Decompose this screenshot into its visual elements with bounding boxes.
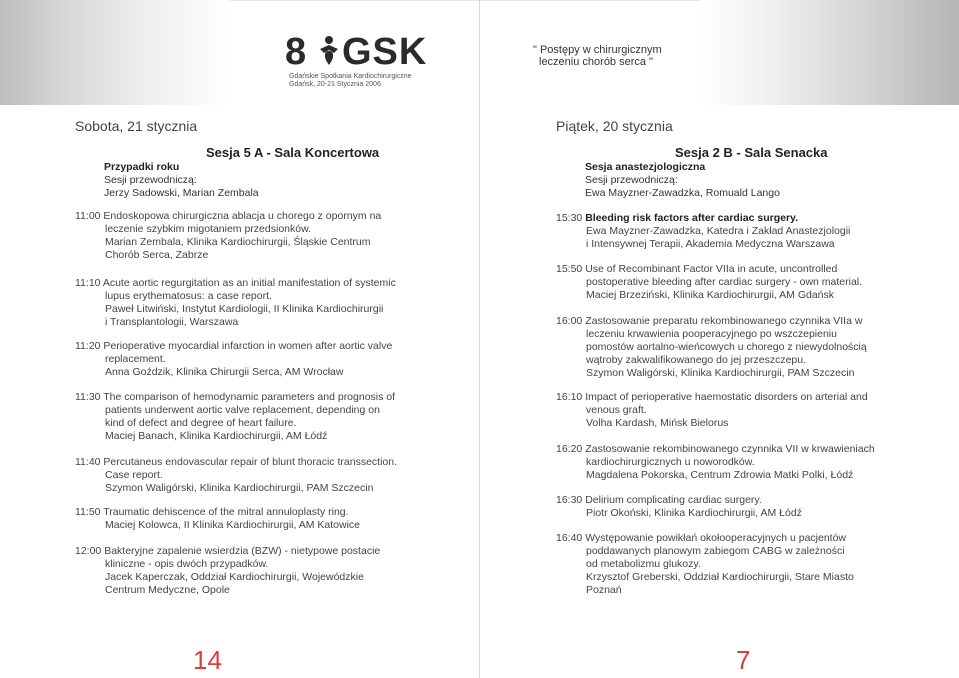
talk-title: Perioperative myocardial infarction in women after aortic valve xyxy=(103,340,393,352)
talk-line: patients underwent aortic valve replacement, depending on xyxy=(105,404,380,416)
talk-line: Anna Goździk, Klinika Chirurgii Serca, AM Wrocław xyxy=(105,366,344,378)
talk-title-line xyxy=(75,506,360,519)
header-photo-left xyxy=(0,0,230,105)
right-session-title: Sesja 2 B - Sala Senacka xyxy=(675,145,828,160)
talk-line: i Transplantologii, Warszawa xyxy=(105,316,239,328)
talk-title: Percutaneus endovascular repair of blunt thoracic transsection. xyxy=(103,456,398,468)
talk-title: Acute aortic regurgitation as an initial manifestation of systemic xyxy=(102,277,396,289)
talk-time: 11:40 xyxy=(75,456,104,468)
talk-title: Bakteryjne zapalenie wsierdzia (BZW) - nietypowe postacie xyxy=(104,545,381,557)
talk-title-line xyxy=(75,391,395,404)
talk-line: wątroby zakwalifikowanego do jej przeszczepu. xyxy=(586,354,807,366)
page-gutter xyxy=(479,0,480,678)
talk-title-line xyxy=(75,456,397,469)
talk-title-line xyxy=(75,340,392,353)
talk-line: Case report. xyxy=(105,469,163,481)
talk-line: Szymon Waligórski, Klinika Kardiochirurgii, PAM Szczecin xyxy=(586,367,855,379)
talk-line: Chorób Serca, Zabrze xyxy=(105,249,209,261)
talk-line: i Intensywnej Terapii, Akademia Medyczna Warszawa xyxy=(586,238,835,250)
talk-time: 11:00 xyxy=(75,210,104,222)
right-chairs-label: Sesji przewodniczą: xyxy=(585,174,678,186)
talk-title: The comparison of hemodynamic parameters and prognosis of xyxy=(103,391,396,403)
left-session-info xyxy=(104,161,259,200)
logo-letters: GSK xyxy=(342,31,428,73)
talk-time: 16:30 xyxy=(556,494,586,506)
talk-time: 16:40 xyxy=(556,532,586,544)
right-talk-item xyxy=(556,315,867,380)
conference-logo xyxy=(285,31,428,88)
heart-figure-icon xyxy=(318,35,340,69)
left-talk-item xyxy=(75,340,392,379)
talk-line: Poznań xyxy=(586,584,622,596)
talk-title: Zastosowanie preparatu rekombinowanego czynnika VIIa w xyxy=(585,315,863,327)
motto-line-1: " Postępy w chirurgicznym xyxy=(533,44,662,56)
talk-title: Traumatic dehiscence of the mitral annuloplasty ring. xyxy=(103,506,349,518)
left-talk-item xyxy=(75,210,381,262)
right-talk-item xyxy=(556,532,854,597)
talk-time: 16:00 xyxy=(556,315,586,327)
left-talk-item xyxy=(75,391,395,443)
right-chairs: Ewa Mayzner-Zawadzka, Romuald Lango xyxy=(585,187,780,199)
talk-line: kliniczne - opis dwóch przypadków. xyxy=(105,558,269,570)
header-photo-right xyxy=(700,0,959,105)
right-talk-item xyxy=(556,494,802,520)
talk-title-line xyxy=(556,443,875,456)
talk-title-line xyxy=(75,545,380,558)
talk-title-line xyxy=(556,263,862,276)
talk-time: 11:30 xyxy=(75,391,104,403)
talk-line: od metabolizmu glukozy. xyxy=(586,558,701,570)
right-talk-item xyxy=(556,263,862,302)
talk-title-line xyxy=(556,315,867,328)
talk-line: Paweł Litwiński, Instytut Kardiologii, II Klinika Kardiochirurgii xyxy=(105,303,384,315)
logo-date: Gdańsk, 20-21 Stycznia 2006 xyxy=(289,81,381,88)
left-session-subtitle: Przypadki roku xyxy=(104,161,180,173)
talk-line: Szymon Waligórski, Klinika Kardiochirurgii, PAM Szczecin xyxy=(105,482,374,494)
left-chairs: Jerzy Sadowski, Marian Zembala xyxy=(104,187,259,199)
talk-time: 12:00 xyxy=(75,545,105,557)
right-page-number: 7 xyxy=(736,645,751,675)
talk-title-line xyxy=(556,391,868,404)
talk-time: 11:50 xyxy=(75,506,104,518)
talk-line: lupus erythematosus: a case report. xyxy=(105,290,272,302)
talk-title: Zastosowanie rekombinowanego czynnika VII w krwawieniach xyxy=(585,443,875,455)
talk-title: Bleeding risk factors after cardiac surgery. xyxy=(585,212,799,224)
talk-time: 11:10 xyxy=(75,277,103,289)
talk-line: venous graft. xyxy=(586,404,647,416)
logo-subtitle: Gdańskie Spotkania Kardiochirurgiczne xyxy=(289,73,412,80)
talk-title: Delirium complicating cardiac surgery. xyxy=(585,494,762,506)
left-talk-item xyxy=(75,506,360,532)
talk-title-line xyxy=(556,212,850,225)
talk-title-line xyxy=(75,277,396,290)
talk-line: Jacek Kaperczak, Oddział Kardiochirurgii, Wojewódzkie xyxy=(105,571,364,583)
talk-line: Ewa Mayzner-Zawadzka, Katedra i Zakład Anastezjologii xyxy=(586,225,851,237)
talk-time: 16:10 xyxy=(556,391,586,403)
talk-line: postoperative bleeding after cardiac surgery - own material. xyxy=(586,276,863,288)
talk-line: Maciej Banach, Klinika Kardiochirurgii, AM Łódź xyxy=(105,430,328,442)
left-session-title: Sesja 5 A - Sala Koncertowa xyxy=(206,145,380,160)
talk-time: 16:20 xyxy=(556,443,586,455)
logo-digit: 8 xyxy=(285,31,307,73)
talk-time: 15:30 xyxy=(556,212,586,224)
left-page-number: 14 xyxy=(193,645,222,675)
talk-title-line xyxy=(75,210,381,223)
talk-line: pomostów aortalno-wieńcowych u chorego z niewydolnością xyxy=(586,341,867,353)
left-talk-item xyxy=(75,545,380,597)
talk-line: Maciej Brzeziński, Klinika Kardiochirurgii, AM Gdańsk xyxy=(586,289,835,301)
talk-time: 15:50 xyxy=(556,263,586,275)
motto-line-2: leczeniu chorób serca " xyxy=(539,56,653,68)
talk-line: Maciej Kolowca, II Klinika Kardiochirurgii, AM Katowice xyxy=(105,519,361,531)
talk-title-line xyxy=(556,494,802,507)
conference-motto xyxy=(533,44,662,68)
left-talk-item xyxy=(75,456,397,495)
talk-line: replacement. xyxy=(105,353,166,365)
talk-title: Endoskopowa chirurgiczna ablacja u chorego z opornym na xyxy=(103,210,382,222)
talk-time: 11:20 xyxy=(75,340,104,352)
talk-line: kind of defect and degree of heart failure. xyxy=(105,417,297,429)
talk-line: Marian Zembala, Klinika Kardiochirurgii, Śląskie Centrum xyxy=(105,236,371,248)
talk-line: kardiochirurgicznych u noworodków. xyxy=(586,456,755,468)
left-talk-item xyxy=(75,277,396,329)
left-chairs-label: Sesji przewodniczą: xyxy=(104,174,197,186)
talk-line: Volha Kardash, Mińsk Bielorus xyxy=(586,417,729,429)
talk-line: Magdalena Pokorska, Centrum Zdrowia Matki Polki, Łódź xyxy=(586,469,854,481)
talk-title: Występowanie powikłań okołooperacyjnych u pacjentów xyxy=(585,532,847,544)
talk-line: leczenie szybkim migotaniem przedsionków. xyxy=(105,223,312,235)
right-talk-item xyxy=(556,212,850,251)
talk-line: Piotr Okoński, Klinika Kardiochirurgii, AM Łódź xyxy=(586,507,802,519)
talk-title: Impact of perioperative haemostatic disorders on arterial and xyxy=(585,391,868,403)
talk-title: Use of Recombinant Factor VIIa in acute, uncontrolled xyxy=(585,263,838,275)
right-talk-item xyxy=(556,391,868,430)
right-session-subtitle: Sesja anastezjologiczna xyxy=(585,161,706,173)
talk-line: Krzysztof Greberski, Oddział Kardiochirurgii, Stare Miasto xyxy=(586,571,854,583)
talk-line: leczeniu krwawienia pooperacyjnego po wszczepieniu xyxy=(586,328,837,340)
talk-line: Centrum Medyczne, Opole xyxy=(105,584,230,596)
left-day-heading: Sobota, 21 stycznia xyxy=(75,118,198,134)
right-day-heading: Piątek, 20 stycznia xyxy=(556,118,673,134)
right-talk-item xyxy=(556,443,875,482)
talk-line: poddawanych planowym zabiegom CABG w zależności xyxy=(586,545,845,557)
talk-title-line xyxy=(556,532,854,545)
right-session-info xyxy=(585,161,780,200)
